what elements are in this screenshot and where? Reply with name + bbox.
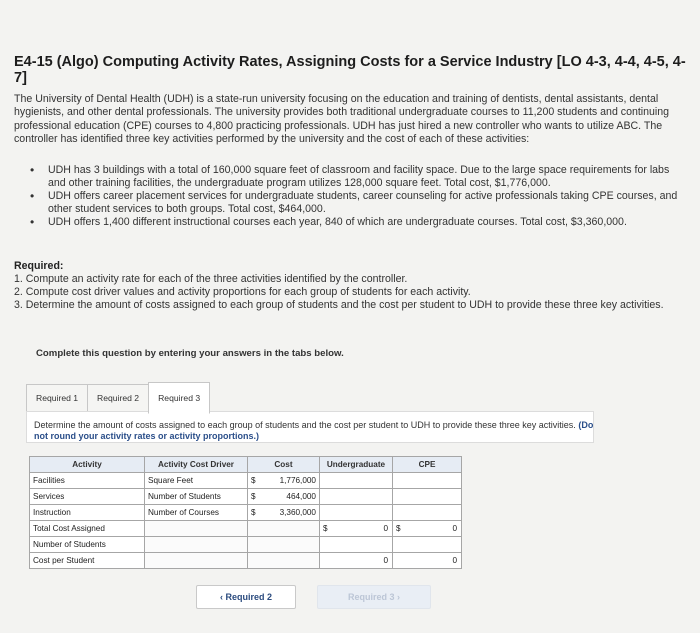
table-row-instruction xyxy=(30,505,462,521)
cost-driver: Number of Students xyxy=(145,489,248,505)
row-label: Total Cost Assigned xyxy=(30,521,145,537)
cost-per-student-value: 0 xyxy=(383,556,388,565)
table-header-row xyxy=(30,457,462,473)
empty-cell xyxy=(145,521,248,537)
row-label: Cost per Student xyxy=(30,553,145,569)
chevron-right-icon: › xyxy=(397,592,401,602)
tab-required-2[interactable]: Required 2 xyxy=(87,384,148,412)
undergraduate-students-input[interactable] xyxy=(320,537,393,553)
cpe-cost-per-student xyxy=(393,553,462,569)
cost-value: 1,776,000 xyxy=(279,476,316,485)
table-row-services xyxy=(30,489,462,505)
cost-per-student-value: 0 xyxy=(452,556,457,565)
header-activity: Activity xyxy=(30,457,145,473)
header-undergraduate: Undergraduate xyxy=(320,457,393,473)
row-label: Number of Students xyxy=(30,537,145,553)
cpe-facilities-input[interactable] xyxy=(393,473,462,489)
rounding-note: (Do not round your activity rates or activity proportions.) xyxy=(34,420,594,441)
cost-cell xyxy=(248,473,320,489)
total-value: 0 xyxy=(383,524,388,533)
dollar-sign: $ xyxy=(251,508,256,517)
required-heading: Required: xyxy=(14,260,64,272)
complete-instruction: Complete this question by entering your answers in the tabs below. xyxy=(36,348,344,359)
cost-cell xyxy=(248,505,320,521)
next-required-button[interactable] xyxy=(317,585,431,609)
instructions-text: Determine the amount of costs assigned to each group of students and the cost per student to UDH to provide these three key activities. xyxy=(34,420,576,430)
activity-bullet-facilities: • UDH has 3 buildings with a total of 160,000 square feet of classroom and facility space. Due to the large space requirements for labs and other training facilities, the undergraduate program utilizes 128,000 square feet. Total cost, $1,776,000. xyxy=(30,164,680,189)
requirement-tabs xyxy=(26,382,210,412)
dollar-sign: $ xyxy=(251,476,256,485)
dollar-sign: $ xyxy=(323,524,328,533)
table-row-total-cost xyxy=(30,521,462,537)
cpe-instruction-input[interactable] xyxy=(393,505,462,521)
empty-cell xyxy=(248,521,320,537)
cpe-students-input[interactable] xyxy=(393,537,462,553)
required-item-1: 1. Compute an activity rate for each of the three activities identified by the controller. xyxy=(14,273,408,285)
undergraduate-instruction-input[interactable] xyxy=(320,505,393,521)
cost-assignment-table xyxy=(29,456,462,569)
empty-cell xyxy=(248,537,320,553)
cpe-services-input[interactable] xyxy=(393,489,462,505)
intro-paragraph: The University of Dental Health (UDH) is a state-run university focusing on the education and training of dentists, dental assistants, dental hygienists, and other dental professionals. The university provides both traditional undergraduate courses to 11,200 students and continuing professional education (CPE) courses to 4,800 practicing professionals. UDH has just hired a new controller who wants to utilize ABC. The controller has identified three key activities performed by the university and the cost of each of these activities: xyxy=(14,93,670,146)
cost-driver: Square Feet xyxy=(145,473,248,489)
problem-title: E4-15 (Algo) Computing Activity Rates, Assigning Costs for a Service Industry [LO 4-3, 4-4, 4-5, 4-7] xyxy=(14,54,686,86)
dollar-sign: $ xyxy=(251,492,256,501)
empty-cell xyxy=(248,553,320,569)
cpe-total-cost xyxy=(393,521,462,537)
undergraduate-cost-per-student xyxy=(320,553,393,569)
header-cpe: CPE xyxy=(393,457,462,473)
empty-cell xyxy=(145,553,248,569)
undergraduate-services-input[interactable] xyxy=(320,489,393,505)
tab-required-1[interactable]: Required 1 xyxy=(26,384,87,412)
undergraduate-total-cost xyxy=(320,521,393,537)
row-label: Services xyxy=(30,489,145,505)
table-row-number-of-students xyxy=(30,537,462,553)
cost-value: 464,000 xyxy=(286,492,316,501)
cost-cell xyxy=(248,489,320,505)
table-row-facilities xyxy=(30,473,462,489)
tab-instructions xyxy=(34,420,594,442)
chevron-left-icon: ‹ xyxy=(219,592,223,602)
required-item-2: 2. Compute cost driver values and activity proportions for each group of students for each activity. xyxy=(14,286,471,298)
row-label: Instruction xyxy=(30,505,145,521)
next-button-label: Required 3 xyxy=(347,592,395,602)
row-label: Facilities xyxy=(30,473,145,489)
required-section xyxy=(14,260,686,312)
tab-required-3[interactable]: Required 3 xyxy=(148,382,210,414)
activity-bullet-instruction: • UDH offers 1,400 different instructional courses each year, 840 of which are undergraduate courses. Total cost, $3,360,000. xyxy=(30,216,680,229)
empty-cell xyxy=(145,537,248,553)
table-row-cost-per-student xyxy=(30,553,462,569)
activity-list xyxy=(30,164,680,230)
activity-bullet-services: • UDH offers career placement services for undergraduate students, career counseling for active professionals taking CPE courses, and other student services to both groups. Total cost, $464,000. xyxy=(30,190,680,215)
previous-required-button[interactable] xyxy=(196,585,296,609)
required-item-3: 3. Determine the amount of costs assigned to each group of students and the cost per student to UDH to provide these three key activities. xyxy=(14,299,664,311)
header-cost: Cost xyxy=(248,457,320,473)
cost-value: 3,360,000 xyxy=(279,508,316,517)
cost-driver: Number of Courses xyxy=(145,505,248,521)
previous-button-label: Required 2 xyxy=(225,592,273,602)
dollar-sign: $ xyxy=(396,524,401,533)
undergraduate-facilities-input[interactable] xyxy=(320,473,393,489)
header-cost-driver: Activity Cost Driver xyxy=(145,457,248,473)
total-value: 0 xyxy=(452,524,457,533)
